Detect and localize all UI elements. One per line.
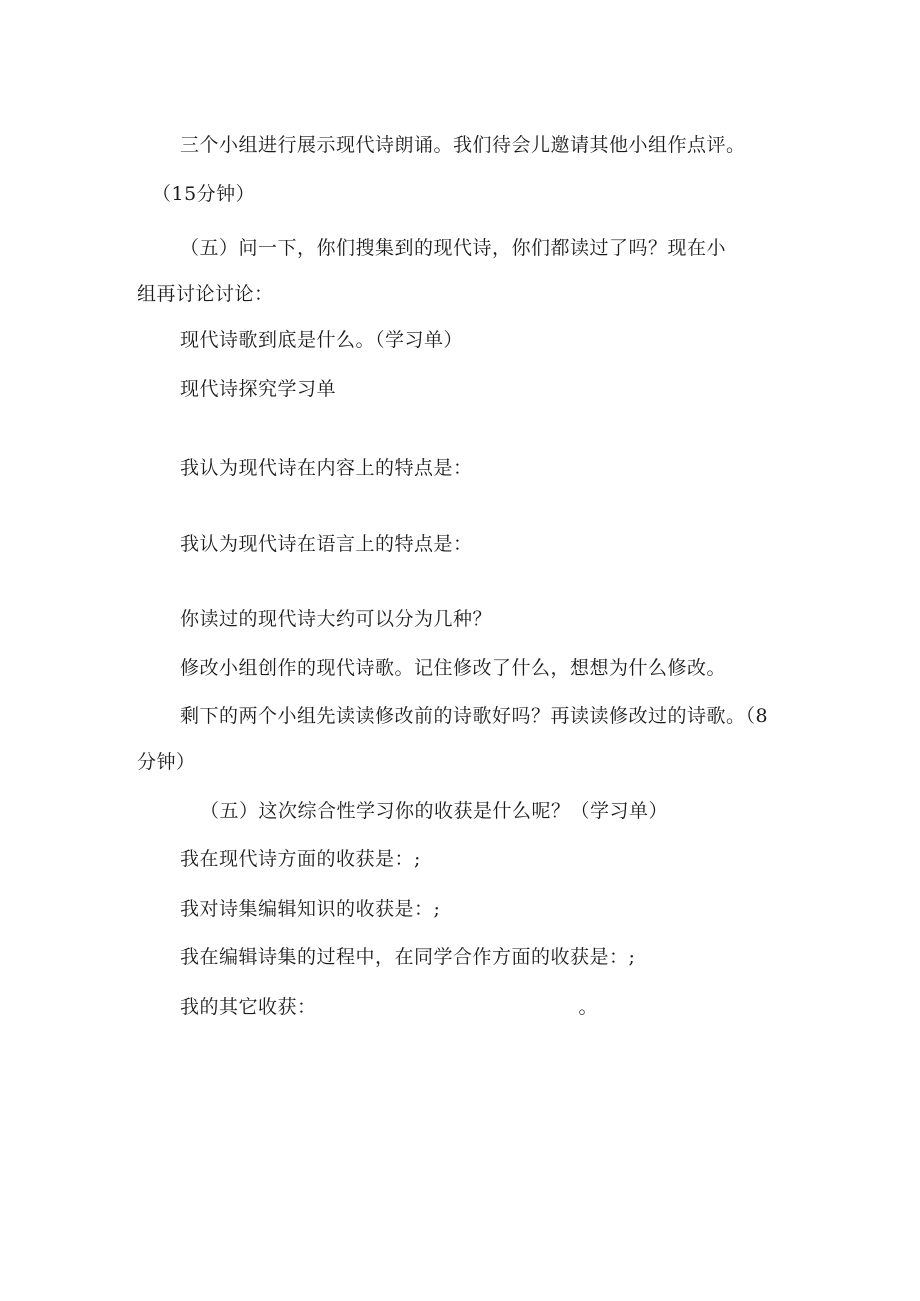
paragraph-line: （15分钟）	[152, 183, 256, 205]
worksheet-prompt-label: 我的其它收获：	[180, 996, 317, 1018]
worksheet-prompt: 我在现代诗方面的收获是：;	[180, 848, 421, 870]
worksheet-title: 现代诗探究学习单	[180, 378, 337, 400]
paragraph-line: （五）这次综合性学习你的收获是什么呢？（学习单）	[200, 800, 669, 822]
paragraph-line: 三个小组进行展示现代诗朗诵。我们待会儿邀请其他小组作点评。	[180, 134, 746, 156]
closing-mark: 。	[578, 996, 599, 1018]
worksheet-prompt: 我对诗集编辑知识的收获是：;	[180, 898, 441, 920]
worksheet-prompt: 我认为现代诗在语言上的特点是：	[180, 533, 473, 555]
paragraph-line: 组再讨论讨论：	[137, 283, 274, 305]
worksheet-prompt-other	[180, 995, 598, 1019]
worksheet-prompt: 你读过的现代诗大约可以分为几种？	[180, 608, 493, 630]
paragraph-line: 剩下的两个小组先读读修改前的诗歌好吗？再读读修改过的诗歌。（8	[180, 705, 769, 727]
paragraph-line: 分钟）	[137, 751, 196, 773]
paragraph-line: 修改小组创作的现代诗歌。记住修改了什么，想想为什么修改。	[180, 657, 727, 679]
paragraph-line: （五）问一下，你们搜集到的现代诗，你们都读过了吗？现在小	[180, 237, 727, 259]
worksheet-prompt: 我在编辑诗集的过程中，在同学合作方面的收获是：;	[180, 946, 636, 968]
paragraph-line: 现代诗歌到底是什么。（学习单）	[180, 329, 464, 351]
worksheet-prompt: 我认为现代诗在内容上的特点是：	[180, 457, 473, 479]
